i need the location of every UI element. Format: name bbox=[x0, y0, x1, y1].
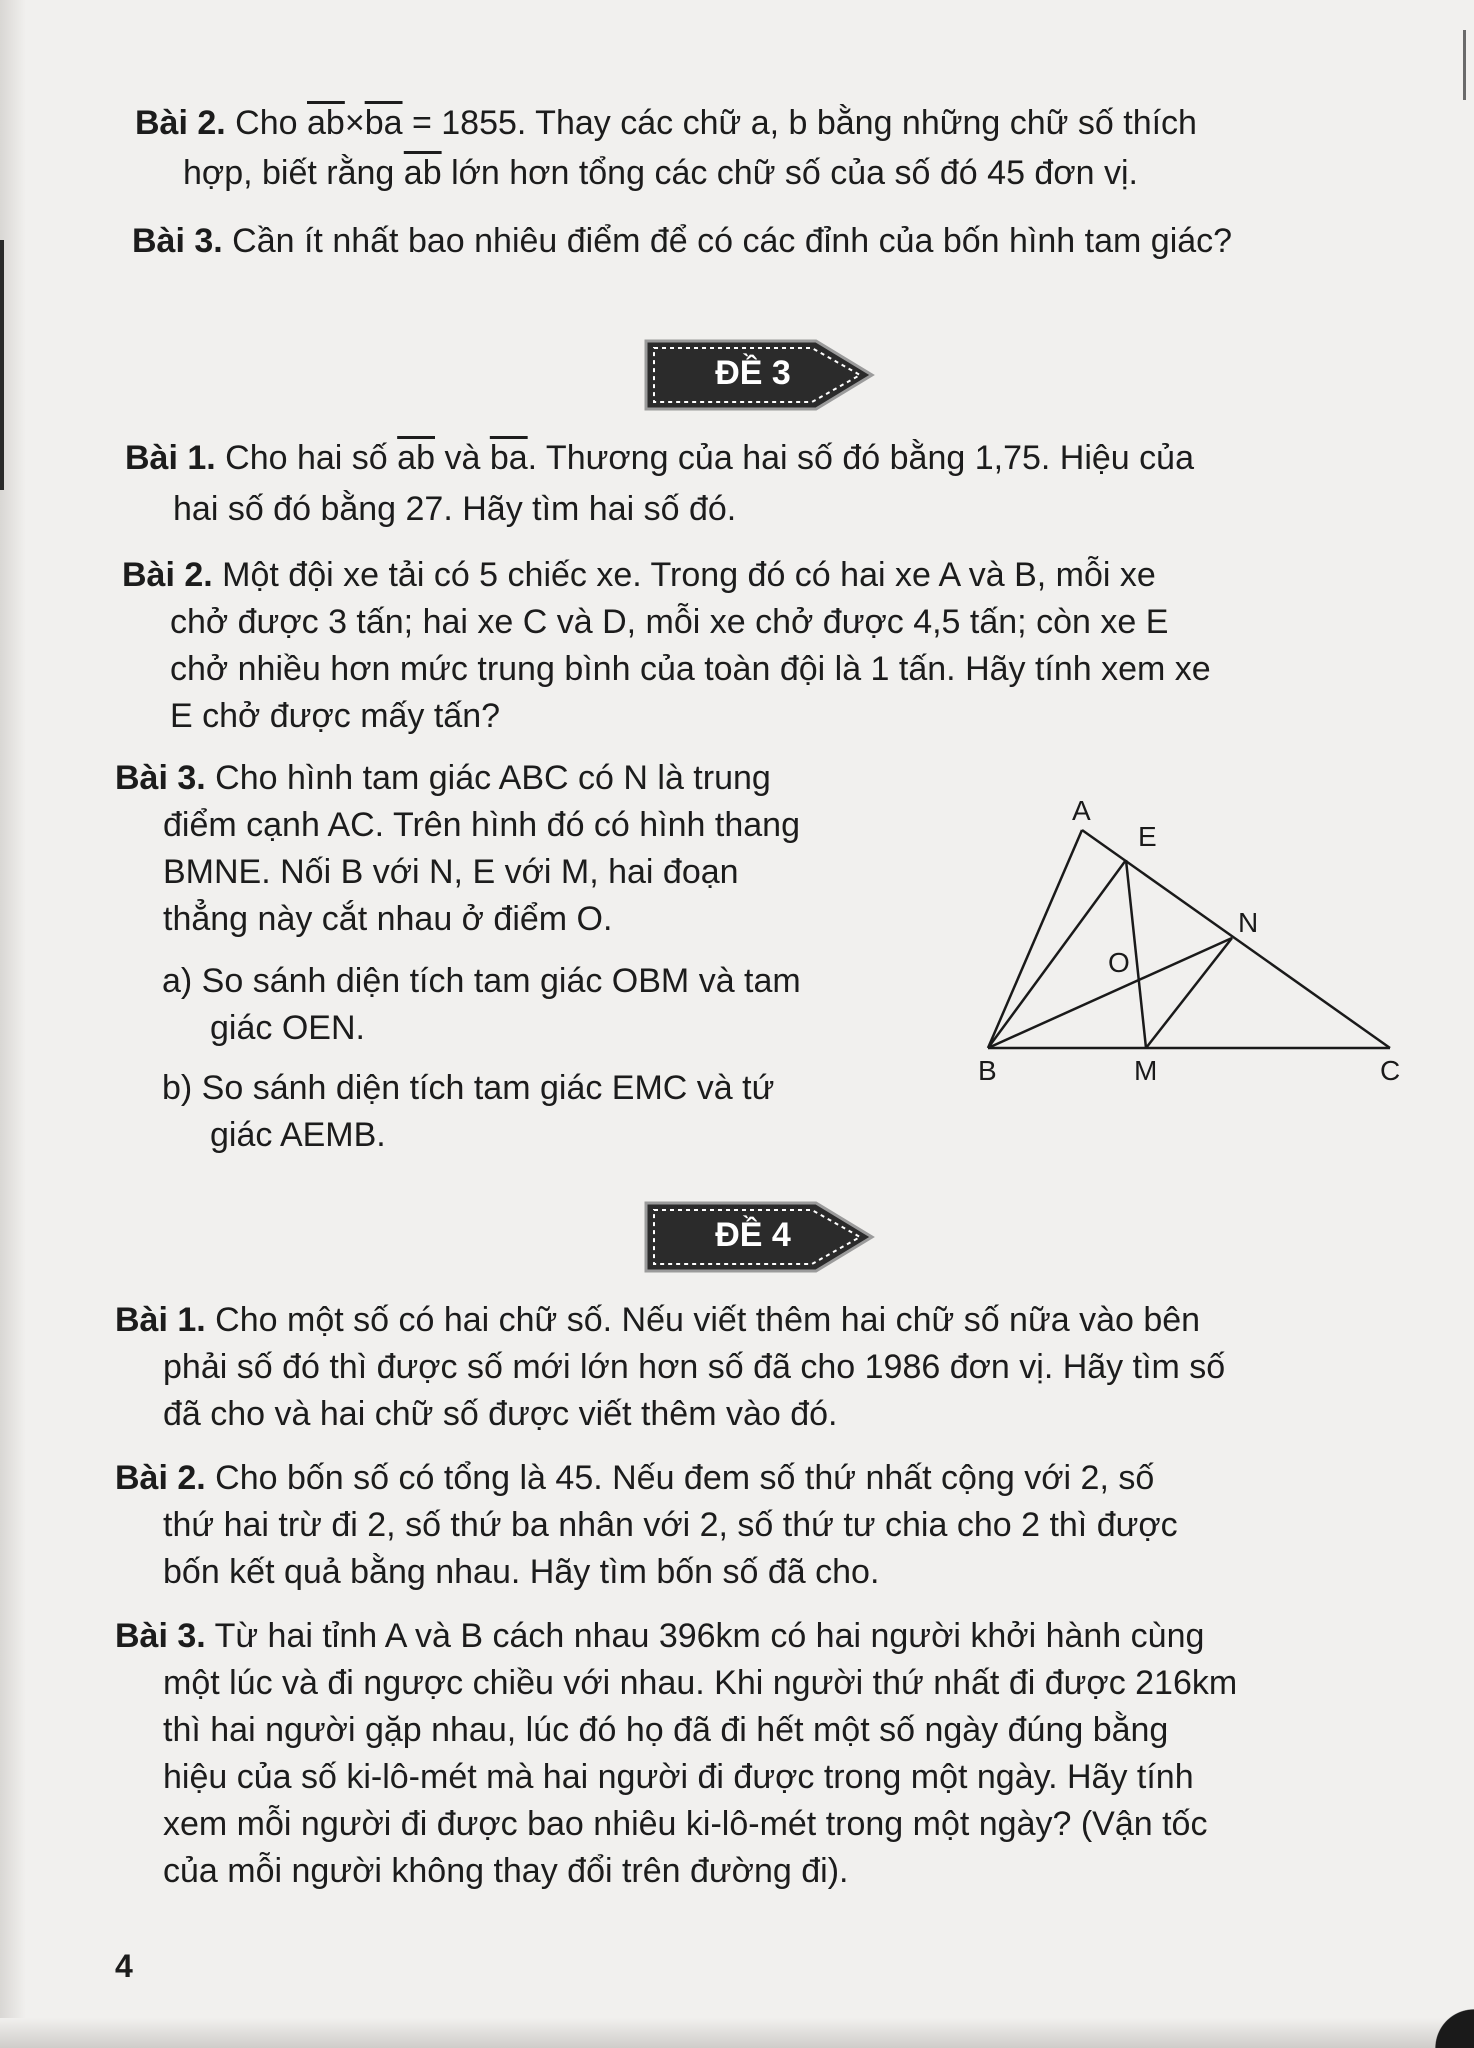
section-title: ĐỀ 4 bbox=[715, 1216, 791, 1254]
section-badge-de3 bbox=[640, 335, 888, 415]
problem-label: Bài 2. bbox=[135, 104, 226, 142]
de3-bai3: Bài 3. Cho hình tam giác ABC có N là trung điểm cạnh AC. Trên hình đó có hình thang BMNE. Nối B với N, E với M, hai đoạn thẳng này cắt nhau ở điểm O. bbox=[115, 759, 800, 938]
section-title: ĐỀ 3 bbox=[715, 354, 791, 392]
vertex-label-o: O bbox=[1108, 947, 1130, 978]
page-binding-edge bbox=[0, 240, 4, 490]
vertex-label-b: B bbox=[978, 1055, 997, 1086]
top-bai3: Bài 3. Cần ít nhất bao nhiêu điểm để có các đỉnh của bốn hình tam giác? bbox=[132, 222, 1233, 260]
de3-bai3-part-a: a) So sánh diện tích tam giác OBM và tam giác OEN. bbox=[162, 962, 801, 1047]
overline-ab: $\overline{ab}$ bbox=[397, 439, 435, 477]
overline-ab: $\overline{ab}$ bbox=[403, 154, 442, 192]
de4-bai1: Bài 1. Cho một số có hai chữ số. Nếu viết thêm hai chữ số nữa vào bên phải số đó thì được số mới lớn hơn số đã cho 1986 đơn vị. Hãy tìm số đã cho và hai chữ số được viết thêm vào đó. bbox=[115, 1301, 1226, 1433]
problem-label: Bài 3. bbox=[132, 222, 223, 260]
de4-bai2: Bài 2. Cho bốn số có tổng là 45. Nếu đem số thứ nhất cộng với 2, số thứ hai trừ đi 2, số thứ ba nhân với 2, số thứ tư chia cho 2 thì được bốn kết quả bằng nhau. Hãy tìm bốn số đã cho. bbox=[115, 1459, 1178, 1591]
problem-label: Bài 1. bbox=[115, 1301, 206, 1339]
edge-ac bbox=[1082, 830, 1390, 1048]
page-bottom-shadow bbox=[0, 2018, 1474, 2048]
vertex-label-c: C bbox=[1380, 1055, 1400, 1086]
overline-ab: $\overline{ab}$ bbox=[307, 104, 345, 142]
problem-label: Bài 3. bbox=[115, 1617, 206, 1655]
de3-bai2: Bài 2. Một đội xe tải có 5 chiếc xe. Trong đó có hai xe A và B, mỗi xe chở được 3 tấn; hai xe C và D, mỗi xe chở được 4,5 tấn; còn xe E chở nhiều hơn mức trung bình của toàn đội là 1 tấn. Hãy tính xem xe E chở được mấy tấn? bbox=[122, 556, 1211, 735]
vertex-label-e: E bbox=[1138, 821, 1157, 852]
problem-label: Bài 2. bbox=[122, 556, 213, 594]
de4-bai3: Bài 3. Từ hai tỉnh A và B cách nhau 396km có hai người khởi hành cùng một lúc và đi ngược chiều với nhau. Khi người thứ nhất đi được 216km thì hai người gặp nhau, lúc đó họ đã đi hết một số ngày đúng bằng hiệu của số ki-lô-mét mà hai người đi được trong một ngày. Hãy tính xem mỗi người đi được bao nhiêu ki-lô-mét trong một ngày? (Vận tốc của mỗi người không thay đổi trên đường đi). bbox=[115, 1617, 1238, 1890]
page-number: 4 bbox=[115, 1948, 133, 1984]
vertex-label-n: N bbox=[1238, 907, 1259, 938]
segment-mn bbox=[1146, 938, 1232, 1048]
triangle-figure bbox=[970, 790, 1400, 1100]
de3-bai1: Bài 1. Cho hai số $\overline{ab}$ và $\overline{ba}$. Thương của hai số đó bằng 1,75. Hiệu của hai số đó bằng 27. Hãy tìm hai số đó. bbox=[125, 439, 1194, 528]
top-bai2: Bài 2. Cho $\overline{ab}\times\overline{ba} = 1855$. Thay các chữ a, b bằng những chữ số thích hợp, biết rằng $\overline{ab}$ lớn hơn tổng các chữ số của số đó 45 đơn vị. bbox=[135, 104, 1197, 192]
de3-bai3-part-b: b) So sánh diện tích tam giác EMC và tứ giác AEMB. bbox=[162, 1069, 775, 1154]
section-badge-de4 bbox=[640, 1197, 888, 1277]
problem-label: Bài 2. bbox=[115, 1459, 206, 1497]
problem-label: Bài 1. bbox=[125, 439, 216, 477]
overline-ba: $\overline{ba}$ bbox=[489, 439, 528, 477]
triangle-diagram bbox=[970, 790, 1400, 1100]
page-edge-mark bbox=[1463, 30, 1466, 100]
page-corner bbox=[1414, 1988, 1474, 2048]
vertex-label-a: A bbox=[1072, 795, 1091, 826]
overline-ba: $\overline{ba}$ bbox=[364, 104, 403, 142]
problem-label: Bài 3. bbox=[115, 759, 206, 797]
vertex-label-m: M bbox=[1134, 1055, 1158, 1086]
